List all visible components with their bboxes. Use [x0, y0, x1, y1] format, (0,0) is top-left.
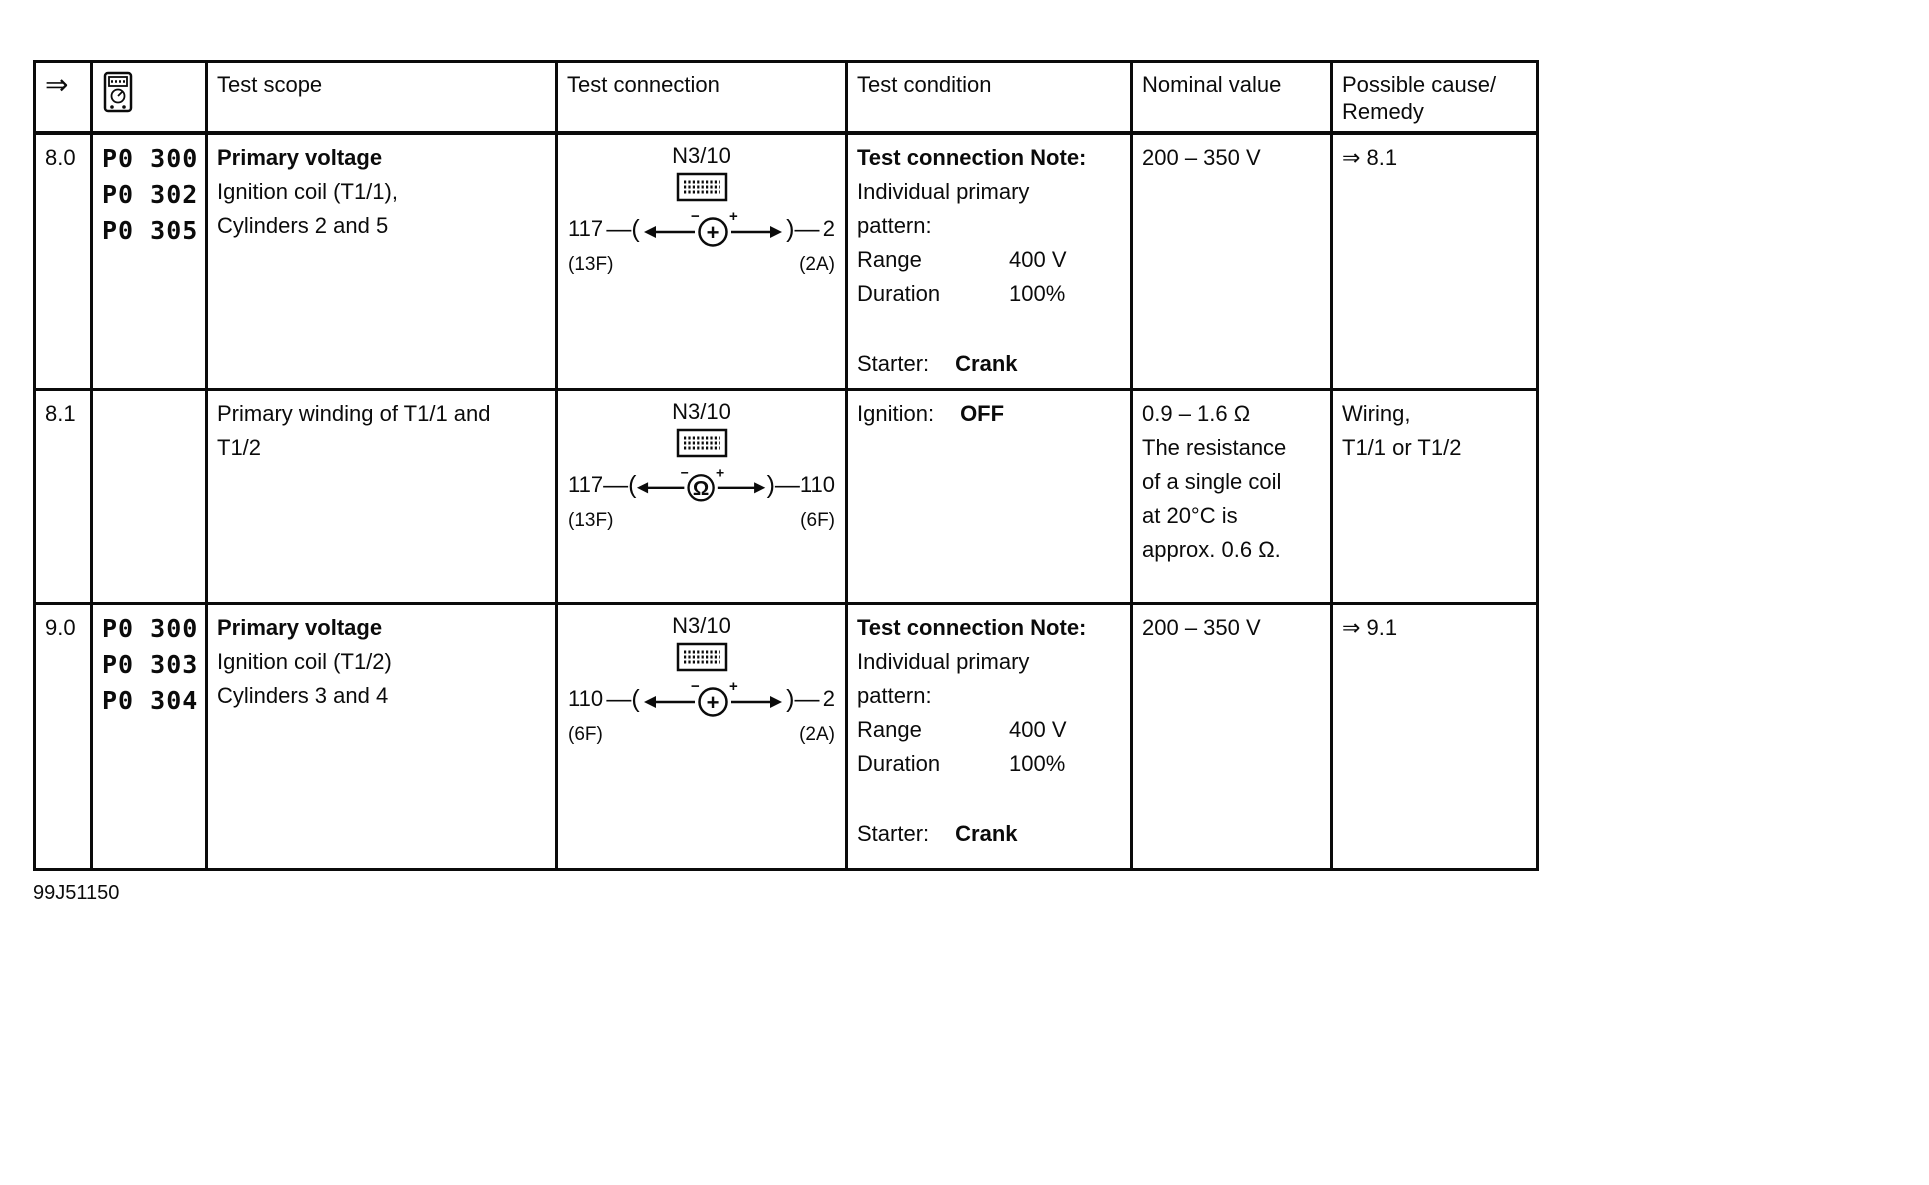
condition-param [857, 713, 1121, 747]
param-value: 100% [1009, 281, 1066, 306]
meter-glyph: + [706, 220, 720, 245]
starter-line [857, 347, 1121, 381]
pin-label-right: 2 [822, 685, 835, 711]
condition-param [857, 243, 1121, 277]
po-codes-cell [92, 133, 207, 389]
test-scope-cell [207, 603, 557, 869]
connection-diagram [567, 397, 836, 532]
header-label-possible-cause: Possible cause/ [1342, 72, 1497, 97]
pin-label-left: 117 [568, 216, 604, 241]
scope-title: Primary voltage [217, 145, 383, 170]
connector-icon [676, 428, 728, 458]
svg-text:+: + [728, 209, 738, 225]
header-cell-possible-cause [1332, 62, 1538, 134]
pin-sublabels [567, 510, 836, 532]
connector-icon [676, 172, 728, 202]
multimeter-icon [102, 71, 134, 113]
test-scope-cell [207, 389, 557, 603]
scope-line: Cylinders 3 and 4 [217, 682, 389, 708]
starter-value: Crank [955, 351, 1018, 376]
po-code: P0 305 [102, 216, 199, 245]
nominal-value: 0.9 – 1.6 Ω [1142, 400, 1251, 426]
nominal-value-cell [1132, 133, 1332, 389]
pin-label-right: 110 [799, 471, 835, 497]
svg-text:−: − [690, 678, 700, 695]
header-cell-nominal-value [1132, 62, 1332, 134]
nominal-value: 200 – 350 V [1142, 614, 1261, 640]
document-code: 99J51150 [33, 882, 120, 904]
header-cell-test-connection [557, 62, 847, 134]
table-row-8-0 [35, 133, 1538, 389]
header-label-test-scope: Test scope [217, 72, 323, 97]
po-code: P0 302 [102, 180, 199, 209]
voltmeter-symbol [643, 209, 783, 249]
probe-clip-left: —( [606, 215, 640, 243]
probe-row [567, 679, 836, 719]
step-cell [35, 389, 92, 603]
connection-diagram [567, 141, 836, 276]
param-label: Range [857, 716, 922, 742]
remedy-line: ⇒ 8.1 [1342, 145, 1398, 170]
test-condition-cell [847, 603, 1132, 869]
nominal-note-line: approx. 0.6 Ω. [1142, 536, 1281, 562]
nominal-value-cell [1132, 603, 1332, 869]
header-label-test-condition: Test condition [857, 72, 992, 97]
param-label: Range [857, 247, 922, 272]
remedy-line: ⇒ 9.1 [1342, 614, 1398, 640]
pin-label-left: 110 [568, 685, 604, 711]
condition-line: Individual primary [857, 648, 1030, 674]
device-label: N3/10 [672, 398, 731, 424]
remedy-cell [1332, 603, 1538, 869]
pin-sublabel-right: (2A) [799, 254, 835, 275]
step-number: 8.1 [45, 400, 76, 426]
svg-text:−: − [681, 464, 690, 481]
device-label: N3/10 [672, 612, 731, 638]
scope-title: Primary voltage [217, 614, 383, 640]
test-condition-cell [847, 389, 1132, 603]
po-code: P0 303 [102, 649, 199, 679]
pin-label-right: 2 [822, 216, 835, 241]
condition-line: pattern: [857, 682, 932, 708]
probe-row [567, 209, 836, 249]
nominal-note-line: The resistance [1142, 434, 1287, 460]
test-connection-cell [557, 133, 847, 389]
scope-line: Ignition coil (T1/1), [217, 179, 398, 204]
svg-text:−: − [690, 209, 700, 225]
table-row-8-1 [35, 389, 1538, 603]
svg-text:+: + [728, 678, 738, 695]
test-scope-cell [207, 133, 557, 389]
svg-text:+: + [716, 464, 725, 481]
po-codes-cell [92, 389, 207, 603]
ignition-label: Ignition: [857, 400, 935, 426]
pin-sublabels [567, 254, 836, 276]
header-cell-arrow [35, 62, 92, 134]
test-condition-cell [847, 133, 1132, 389]
header-cell-meter [92, 62, 207, 134]
voltmeter-symbol [643, 679, 783, 719]
nominal-note-line: at 20°C is [1142, 502, 1238, 528]
po-code: P0 300 [102, 144, 199, 173]
param-label: Duration [857, 281, 941, 306]
ignition-value: OFF [960, 400, 1005, 426]
probe-row [567, 465, 836, 505]
remedy-cell [1332, 389, 1538, 603]
ignition-line [857, 397, 1121, 431]
probe-clip-right: )— [786, 215, 820, 243]
header-cell-test-scope [207, 62, 557, 134]
pin-label-left: 117 [568, 471, 604, 497]
pin-sublabel-left: (13F) [568, 254, 614, 275]
diagnostic-test-table [33, 60, 1539, 871]
probe-clip-right: )— [786, 684, 820, 713]
nominal-value-cell [1132, 389, 1332, 603]
po-code: P0 300 [102, 613, 199, 643]
param-value: 100% [1009, 750, 1066, 776]
starter-line [857, 817, 1121, 851]
header-cell-test-condition [847, 62, 1132, 134]
param-value: 400 V [1009, 716, 1067, 742]
po-codes-cell [92, 603, 207, 869]
scope-line: T1/2 [217, 434, 262, 460]
remedy-line: Wiring, [1342, 400, 1411, 426]
starter-label: Starter: [857, 351, 930, 376]
step-cell [35, 133, 92, 389]
scope-line: Cylinders 2 and 5 [217, 213, 389, 238]
pin-sublabel-right: (6F) [800, 509, 835, 531]
nominal-value: 200 – 350 V [1142, 145, 1261, 170]
condition-line: pattern: [857, 213, 932, 238]
pin-sublabel-left: (6F) [568, 723, 603, 745]
meter-glyph: + [706, 689, 720, 715]
condition-note-title: Test connection Note: [857, 614, 1087, 640]
step-number: 8.0 [45, 145, 76, 170]
pin-sublabel-right: (2A) [799, 723, 835, 745]
header-label-test-connection: Test connection [567, 72, 720, 97]
starter-label: Starter: [857, 820, 930, 846]
probe-clip-left: —( [606, 684, 640, 713]
condition-line: Individual primary [857, 179, 1030, 204]
header-label-remedy: Remedy [1342, 99, 1424, 124]
remedy-line: T1/1 or T1/2 [1342, 434, 1462, 460]
starter-value: Crank [955, 820, 1018, 846]
param-label: Duration [857, 750, 941, 776]
pin-sublabels [567, 724, 836, 746]
table-header-row [35, 62, 1538, 134]
condition-note-title: Test connection Note: [857, 145, 1087, 170]
step-number: 9.0 [45, 614, 76, 640]
table-row-9-0 [35, 603, 1538, 869]
probe-clip-left: —( [603, 470, 637, 499]
header-label-nominal-value: Nominal value [1142, 72, 1282, 97]
device-label: N3/10 [672, 143, 731, 168]
param-value: 400 V [1009, 247, 1067, 272]
condition-param [857, 747, 1121, 781]
connection-diagram [567, 611, 836, 746]
connector-icon [676, 642, 728, 672]
scope-line: Primary winding of T1/1 and [217, 400, 491, 426]
test-connection-cell [557, 389, 847, 603]
nominal-note-line: of a single coil [1142, 468, 1282, 494]
remedy-cell [1332, 133, 1538, 389]
ohmmeter-symbol [636, 465, 766, 505]
po-code: P0 304 [102, 685, 199, 715]
probe-clip-right: )— [766, 470, 800, 499]
arrow-symbol: ⇒ [45, 69, 69, 100]
condition-param [857, 277, 1121, 311]
test-connection-cell [557, 603, 847, 869]
meter-glyph: Ω [693, 476, 710, 500]
step-cell [35, 603, 92, 869]
pin-sublabel-left: (13F) [568, 509, 614, 531]
scope-line: Ignition coil (T1/2) [217, 648, 392, 674]
